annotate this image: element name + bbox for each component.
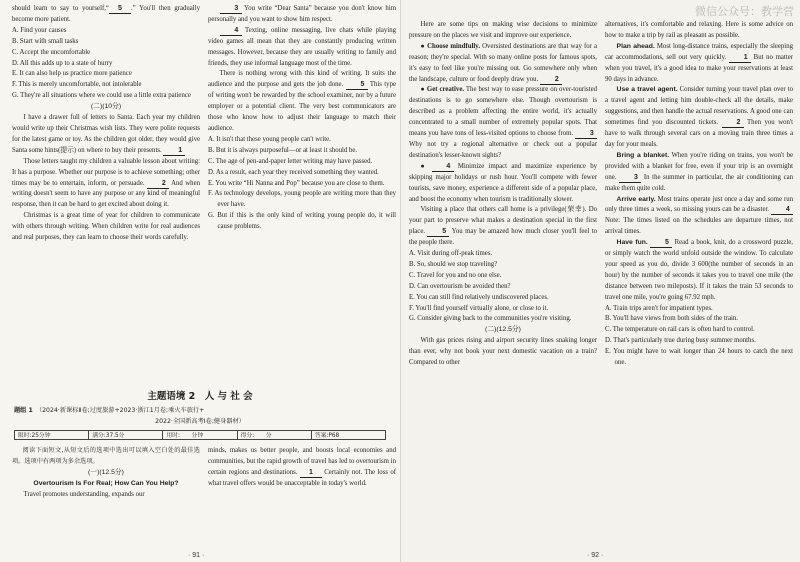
option-b: B. Start with small tasks: [12, 37, 79, 45]
watermark-text: 微信公众号：教学营: [695, 5, 794, 18]
option-a: A. Train trips aren't for impatient types.: [605, 304, 713, 312]
options-list-2: [208, 135, 396, 233]
tips-intro: Here are some tips on making wise decisions to minimize pressure on the places we visit and improve our experience.: [409, 21, 597, 39]
score-got: 得分: 分: [238, 431, 312, 439]
option-g: G. But if this is the only kind of writing young people do, it will cause problems.: [208, 212, 396, 231]
full-score: 满分:37.5分: [89, 431, 163, 439]
santa-paragraph-3: Christmas is a great time of year for children to communicate with others through writing. When children write for real audiences and real purposes, they can learn to choose their words carefully.: [12, 212, 200, 242]
blank-1: 1: [163, 146, 185, 156]
options-list-1: [12, 26, 200, 102]
page-number-right: · 92 ·: [587, 552, 604, 559]
article-title: Overtourism Is For Real; How Can You Help?: [33, 479, 179, 487]
option-b: B. So, should we stop traveling?: [409, 260, 498, 268]
tip-choose-mindfully: ● Choose mindfully. Oversisted destinations are that way for a reason; they're special. With so many online posts for famous spots, it's easy to feel like you're missing out. Go somewhere only when the landscape, culture or food deeply draw you. 2: [409, 42, 597, 83]
blank-5b: 5: [346, 80, 368, 90]
tip-arrive-early: Arrive early. Most trains operate just once a day and some run only three times a week, so missing yours can be a disaster. 4 Note: The times listed on the schedules are departure times, not arrival times.: [605, 195, 794, 236]
santa-paragraph-1: I have a drawer full of letters to Santa. Each year my children would write up their Christmas wish lists. They were polite requests for the latest game or toy. As the children got older, they would give Santa some hints(提示) on where to buy their presents. 1: [12, 114, 200, 154]
task-sources-cont: 2022·全国新高考Ⅰ卷;健身器材）: [155, 418, 245, 425]
left-column-bottom: [12, 446, 200, 501]
right-column-top: [208, 4, 396, 233]
left-column-top: [12, 4, 200, 244]
tip-get-creative: ● Get creative. The best way to ease pressure on over-touristed destinations is to go somewhere else. Though overtourism is described as a problem affecting the entire world, it's actually concentrated to a small number of extremely popular spots. That means you have tons of less-visited options to choose from. 3 Why not try a regional alternative or check out a popular destination's lesser-known sights?: [409, 86, 597, 159]
option-a: A. It isn't that these young people can't write.: [208, 135, 331, 143]
option-f: F. As technology develops, young people are writing more than they ever have.: [208, 190, 396, 209]
options-list-4: [605, 304, 793, 369]
time-used: 用时: 分钟: [163, 431, 237, 439]
theme-title: 主题语境 2 人 与 社 会: [147, 391, 253, 402]
left-column: [409, 20, 597, 369]
option-f: F. You'll find yourself virtually alone, or close to it.: [409, 304, 549, 312]
blank-2: 2: [147, 179, 169, 189]
option-c: C. The age of pen-and-paper letter writing may have passed.: [208, 157, 373, 165]
santa-paragraph-6: There is nothing wrong with this kind of writing. It suits the audience and the purpose and gets the job done. 5 This type of writing won't be rewarded by the school examiner, nor by a future employer or a potential client. The very best communicators are those who know how to adjust their language to match their audience.: [208, 70, 396, 132]
blank-5: 5: [427, 227, 449, 237]
blank-3: 3: [619, 173, 641, 183]
blank-1: 1: [729, 53, 751, 63]
option-e: E. You write “Hi Nanna and Pop” because you are close to them.: [208, 179, 385, 187]
section-title: (一)(12.5分): [88, 468, 124, 476]
option-a: A. Visit during off-peak times.: [409, 250, 493, 258]
options-list-3: [409, 249, 597, 325]
right-column: [605, 20, 793, 369]
time-limit: 限时:25分钟: [15, 431, 89, 439]
blank-5: 5: [650, 238, 672, 248]
intro-paragraph: should learn to say to yourself,“ 5 .” You'll then gradually become more patient.: [12, 5, 200, 23]
option-e: E. You might have to wait longer than 24 hours to catch the next one.: [605, 348, 793, 367]
train-paragraph-1: With gas prices rising and airport security lines snaking longer than ever, why not book your next domestic vacation on a train? Compared to other: [409, 337, 597, 367]
instruction: 阅读下面短文,从短文后的选项中选出可以填入空白处的最佳选项。选项中有两项为多余选项。: [12, 447, 200, 465]
tips-conclusion: Visiting a place that others call home is a privilege(荣幸). Do your part to preserve what makes a destination special in the first place. 5 You may be amazed how much closer you'll feel to the people there.: [409, 206, 597, 247]
train-paragraph-1-cont: alternatives, it's comfortable and relaxing. Here is some advice on how to make a trip by rail as pleasant as possible.: [605, 21, 793, 39]
santa-paragraph-4: 3 You write “Dear Santa” because you don't know him personally and you want to show him respect.: [208, 5, 396, 23]
answer-page: 答案:P68: [314, 433, 340, 439]
score-bar: [14, 430, 386, 440]
right-column-bottom: [208, 446, 396, 490]
option-b: B. You'll have views from both sides of the train.: [605, 315, 738, 323]
option-b: B. But it is always purposeful—or at least it should be.: [208, 146, 358, 154]
option-c: C. Travel for you and no one else.: [409, 271, 502, 279]
blank-5: 5: [109, 4, 131, 14]
blank-3: 3: [220, 4, 242, 14]
option-c: C. Accept the uncomfortable: [12, 48, 91, 56]
blank-1: 1: [300, 468, 322, 478]
right-page: [400, 0, 800, 562]
option-d: D. As a result, each year they received something they wanted.: [208, 168, 379, 176]
overtourism-paragraph-1-cont: minds, makes us better people, and boosts local economies and communities, but the rapid growth of travel has led to overtourism in certain regions and destinations. 1 Certainly not. The loss of what travel offers would be unacceptable in today's world.: [208, 447, 396, 487]
blank-4: 4: [220, 26, 242, 36]
blank-2: 2: [540, 75, 562, 85]
blank-2: 2: [722, 118, 744, 128]
section-title: (二)(10分): [90, 103, 122, 111]
page-number-left: · 91 ·: [188, 552, 205, 559]
option-e: E. It can also help us practice more patience: [12, 70, 132, 78]
option-g: G. They're all situations where we could use a little extra patience: [12, 92, 191, 100]
option-f: F. This is merely uncomfortable, not intolerable: [12, 81, 142, 89]
santa-paragraph-5: 4 Texting, online messaging, live chats while playing video games all mean that they are constantly producing written messages. However, because they are usually writing to family and friends, they use informal language most of the time.: [208, 26, 397, 67]
option-c: C. The temperature on rail cars is often hard to control.: [605, 326, 755, 334]
santa-paragraph-2: Those letters taught my children a valuable lesson about writing: It has a purpose. Whether our purpose is to achieve something; other times may be to entertain, inform, or persuade. 2 And when writing doesn't seem to have any purpose or any kind of meaningful response, then it can be hard to get excited about doing it.: [12, 157, 200, 209]
task-sources: 题组 1 （2024·新课标Ⅱ卷;过度旅游+2023·浙江1月卷;乘火车旅行+: [14, 407, 205, 414]
blank-4: 4: [432, 162, 454, 172]
blank-4: 4: [771, 205, 793, 215]
overtourism-paragraph-1: Travel promotes understanding, expands our: [23, 490, 145, 498]
blank-3: 3: [575, 129, 597, 139]
option-g: G. Consider giving back to the communities you're visiting.: [409, 315, 572, 323]
option-a: A. Find your causes: [12, 26, 67, 34]
tip-travel-agent: Use a travel agent. Consider turning your travel plan over to a travel agent and letting him double-check all the details, make suggestions, and then handle the actual reservations. A good one can sometimes find you discounted tickets. 2 Then you won't have to walk through several cars on a moving train three times a day for your meals.: [605, 86, 794, 148]
option-d: D. Can overtourism be avoided then?: [409, 282, 511, 290]
tip-plan-ahead: Plan ahead. Most long-distance trains, especially the sleeping car accommodations, sell out very quickly. 1 But no matter when you travel, it's a good idea to make your reservations at least 90 days in advance.: [605, 42, 793, 83]
tip-have-fun: Have fun. 5 Read a book, knit, do a crossword puzzle, or simply watch the world unfold outside the window. To calculate your speed as you do, divide 3 600(the number of seconds in an hour) by the number of seconds it takes you to travel one mile (the distance between two mileposts). If it takes the train 53 seconds to travel one mile, you're going 67.92 mph.: [605, 239, 794, 301]
option-d: D. That's particularly true during busy summer months.: [605, 337, 756, 345]
section-title: (二)(12.5分): [485, 326, 521, 334]
tip-off-peak: ● 4 Minimize impact and maximize experience by skipping major holidays or rush hour. You'll compete with fewer tourists, save money, experience a different side of a popular place, and boost the economy when tourism is traditionally slower.: [409, 162, 598, 203]
tip-blanket: Bring a blanket. When you're riding on trains, you won't be provided with a blanket for free, even if your trip is an overnight one. 3 In the summer in particular, the air conditioning can make them quite cold.: [605, 151, 794, 192]
option-e: E. You can still find relatively undiscovered places.: [409, 293, 549, 301]
option-d: D. All this adds up to a state of hurry: [12, 59, 113, 67]
